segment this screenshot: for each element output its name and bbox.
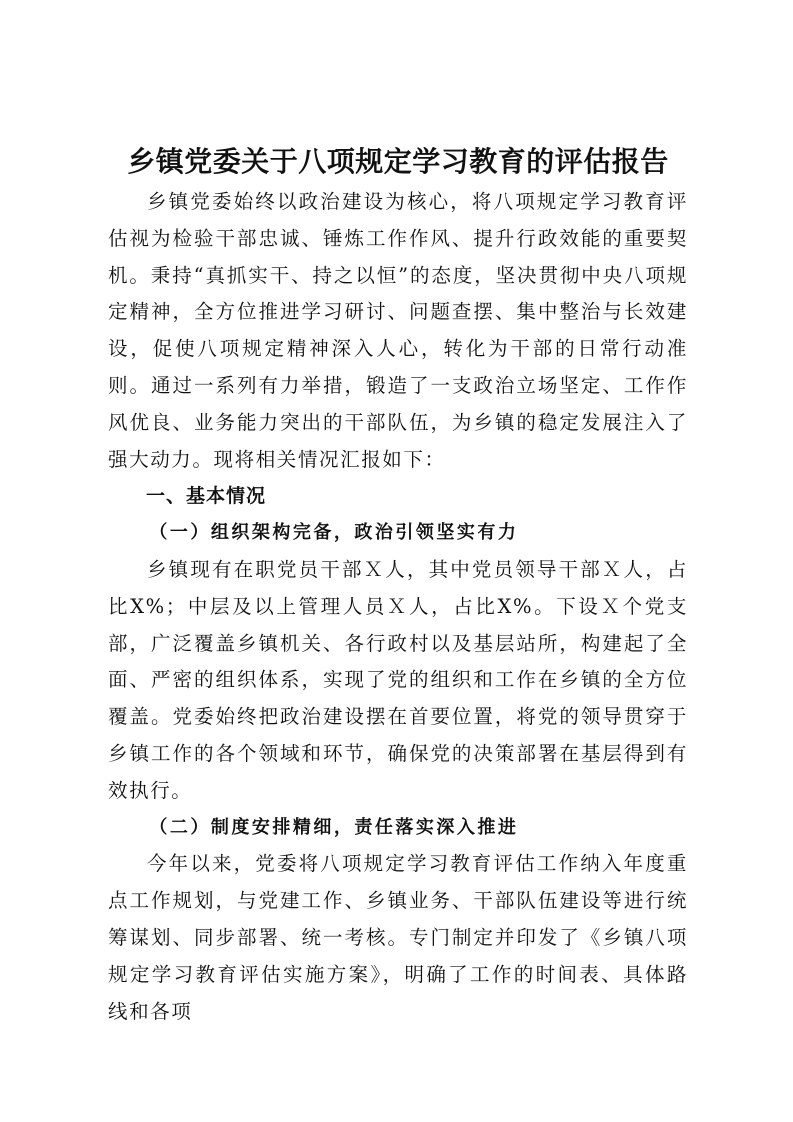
subsection-heading-institution: （二）制度安排精细，责任落实深入推进 xyxy=(149,816,519,838)
document-page xyxy=(108,140,688,1030)
intro-paragraph: 乡镇党委始终以政治建设为核心，将八项规定学习教育评估视为检验干部忠诚、锤炼工作作风、提升行政效能的重要契机。秉持“真抓实干、持之以恒”的态度，坚决贯彻中央八项规定精神，全方位推进学习研讨、问题查摆、集中整治与长效建设，促使八项规定精神深入人心，转化为干部的日常行动准则。通过一系列有力举措，锻造了一支政治立场坚定、工作作风优良、业务能力突出的干部队伍，为乡镇的稳定发展注入了强大动力。现将相关情况汇报如下： xyxy=(108,190,688,471)
subsection-heading-organization: （一）组织架构完备，政治引领坚实有力 xyxy=(149,522,519,544)
document-title: 乡镇党委关于八项规定学习教育的评估报告 xyxy=(127,145,669,178)
institution-paragraph: 今年以来，党委将八项规定学习教育评估工作纳入年度重点工作规划，与党建工作、乡镇业务、干部队伍建设等进行统筹谋划、同步部署、统一考核。专门制定并印发了《乡镇八项规定学习教育评估实施方案》，明确了工作的时间表、具体路线和各项 xyxy=(108,852,688,1023)
section-heading-basic-situation: 一、基本情况 xyxy=(146,485,267,508)
organization-paragraph: 乡镇现有在职党员干部Ｘ人，其中党员领导干部Ｘ人，占比X%；中层及以上管理人员Ｘ人，占比X%。下设Ｘ个党支部，广泛覆盖乡镇机关、各行政村以及基层站所，构建起了全面、严密的组织体系，实现了党的组织和工作在乡镇的全方位覆盖。党委始终把政治建设摆在首要位置，将党的领导贯穿于乡镇工作的各个领域和环节，确保党的决策部署在基层得到有效执行。 xyxy=(108,557,688,802)
